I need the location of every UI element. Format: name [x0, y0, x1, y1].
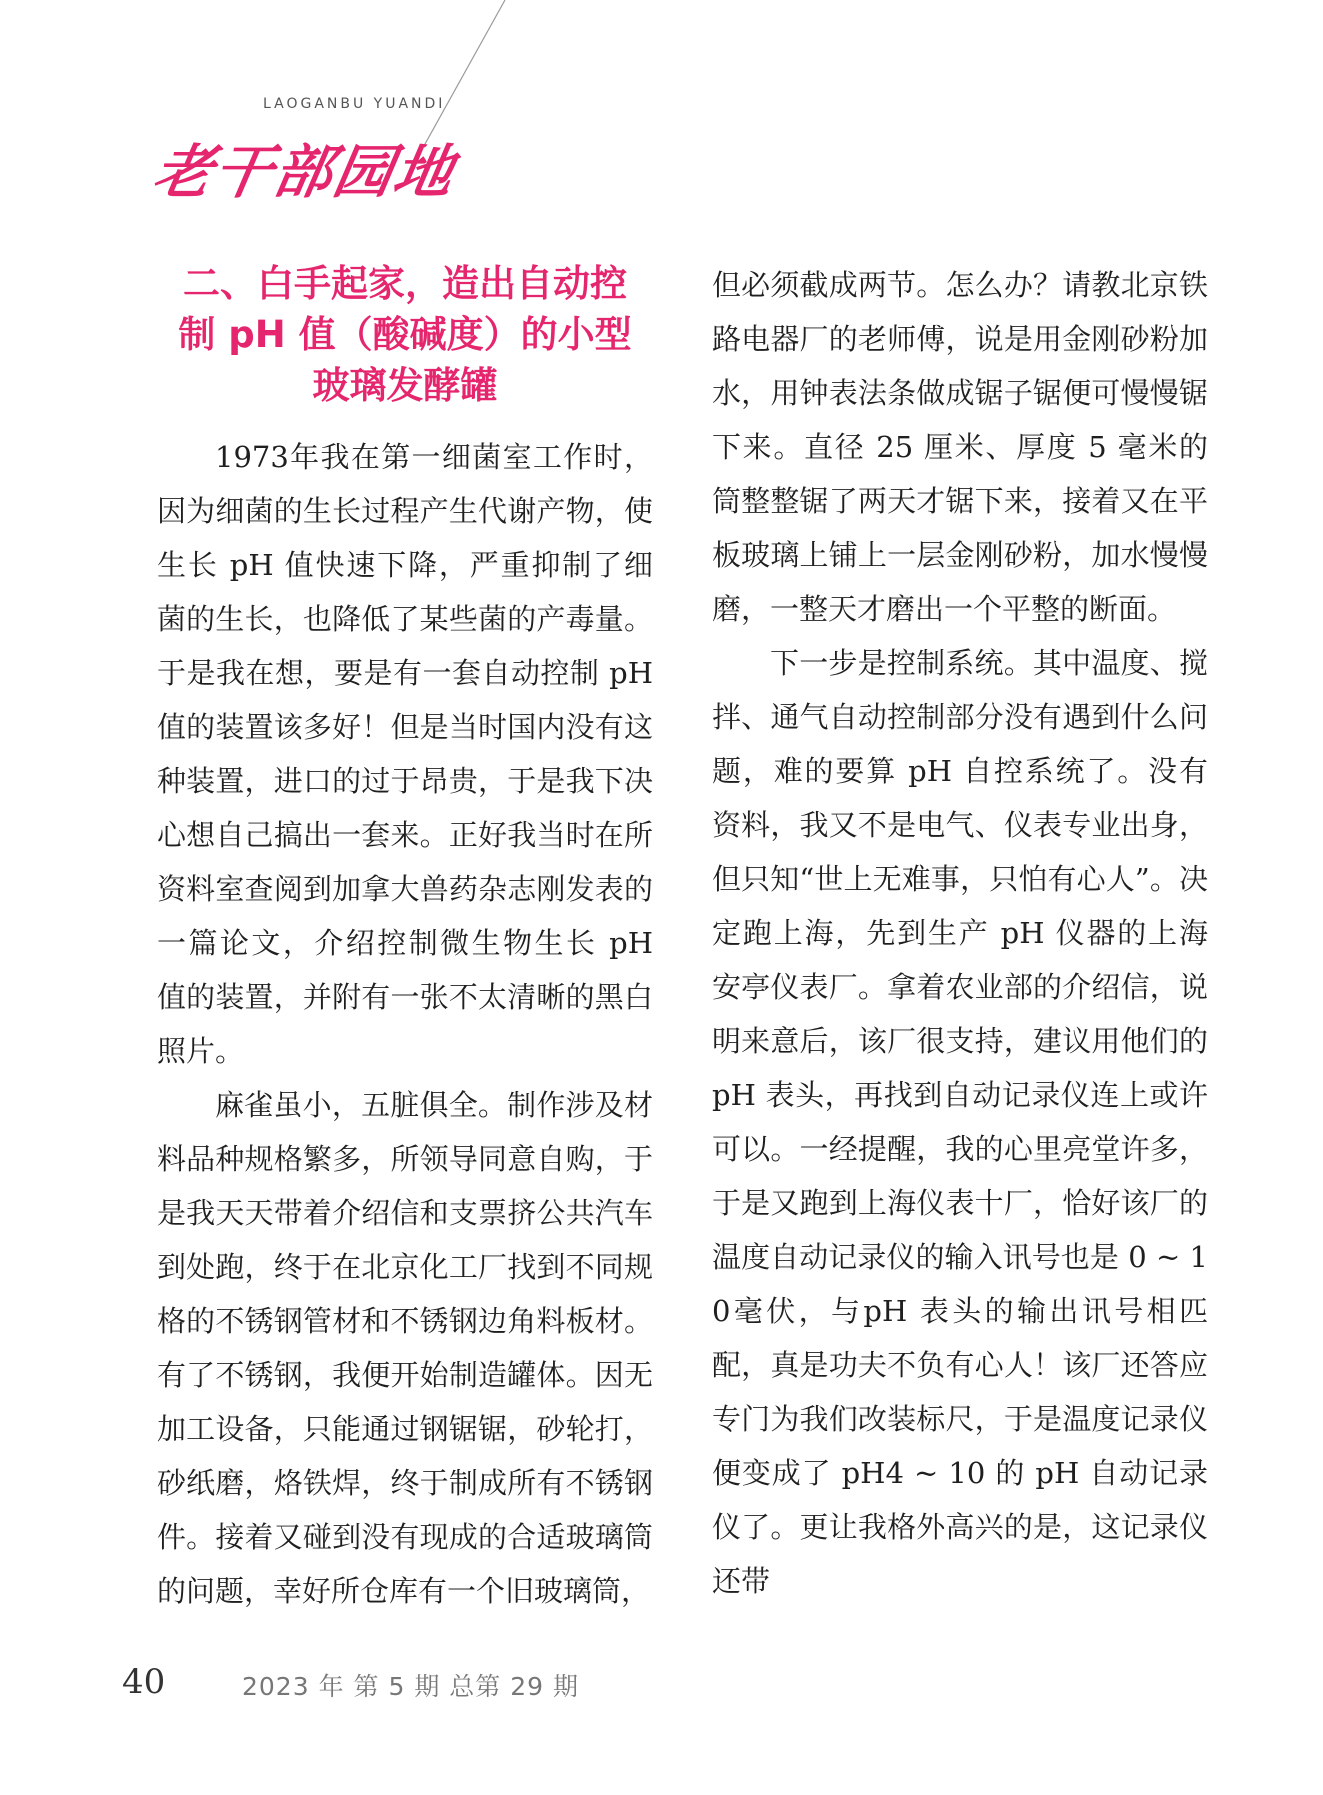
brand-english-name: LAOGANBU YUANDI: [263, 96, 446, 112]
article-column-right: [712, 258, 1208, 1608]
body-paragraph: 1973年我在第一细菌室工作时，因为细菌的生长过程产生代谢产物，使生长 pH 值快速下降，严重抑制了细菌的生长，也降低了某些菌的产毒量。于是我在想，要是有一套自动控制 pH 值的装置该多好！但是当时国内没有这种装置，进口的过于昂贵，于是我下决心想自己搞出一套来。正好我当时在所资料室查阅到加拿大兽药杂志刚发表的一篇论文，介绍控制微生物生长 pH 值的装置，并附有一张不太清晰的黑白照片。: [157, 440, 653, 1068]
article-column-left: [157, 258, 653, 1618]
body-paragraph: 麻雀虽小，五脏俱全。制作涉及材料品种规格繁多，所领导同意自购，于是我天天带着介绍信和支票挤公共汽车到处跑，终于在北京化工厂找到不同规格的不锈钢管材和不锈钢边角料板材。有了不锈钢，我便开始制造罐体。因无加工设备，只能通过钢锯锯，砂轮打，砂纸磨，烙铁焊，终于制成所有不锈钢件。接着又碰到没有现成的合适玻璃筒的问题，幸好所仓库有一个旧玻璃筒，: [157, 1088, 653, 1608]
section-heading-line: 制 pH 值（酸碱度）的小型: [178, 313, 632, 356]
section-heading-line: 玻璃发酵罐: [312, 364, 498, 407]
section-heading-line: 二、白手起家，造出自动控: [183, 262, 627, 305]
brand-logo-calligraphy: 老干部园地: [148, 138, 461, 206]
issue-info: 2023 年 第 5 期 总第 29 期: [242, 1672, 579, 1701]
page-number: 40: [122, 1662, 166, 1702]
section-heading: [157, 258, 653, 411]
body-paragraph: 下一步是控制系统。其中温度、搅拌、通气自动控制部分没有遇到什么问题，难的要算 pH 自控系统了。没有资料，我又不是电气、仪表专业出身，但只知“世上无难事，只怕有心人”。决定跑上海，先到生产 pH 仪器的上海安亭仪表厂。拿着农业部的介绍信，说明来意后，该厂很支持，建议用他们的 pH 表头，再找到自动记录仪连上或许可以。一经提醒，我的心里亮堂许多，于是又跑到上海仪表十厂，恰好该厂的温度自动记录仪的输入讯号也是 0 ~ 10毫伏，与pH 表头的输出讯号相匹配，真是功夫不负有心人！该厂还答应专门为我们改装标尺，于是温度记录仪便变成了 pH4 ~ 10 的 pH 自动记录仪了。更让我格外高兴的是，这记录仪还带: [712, 646, 1208, 1598]
body-paragraph-continued: 但必须截成两节。怎么办？请教北京铁路电器厂的老师傅，说是用金刚砂粉加水，用钟表法条做成锯子锯便可慢慢锯下来。直径 25 厘米、厚度 5 毫米的筒整整锯了两天才锯下来，接着又在平板玻璃上铺上一层金刚砂粉，加水慢慢磨，一整天才磨出一个平整的断面。: [712, 268, 1208, 626]
